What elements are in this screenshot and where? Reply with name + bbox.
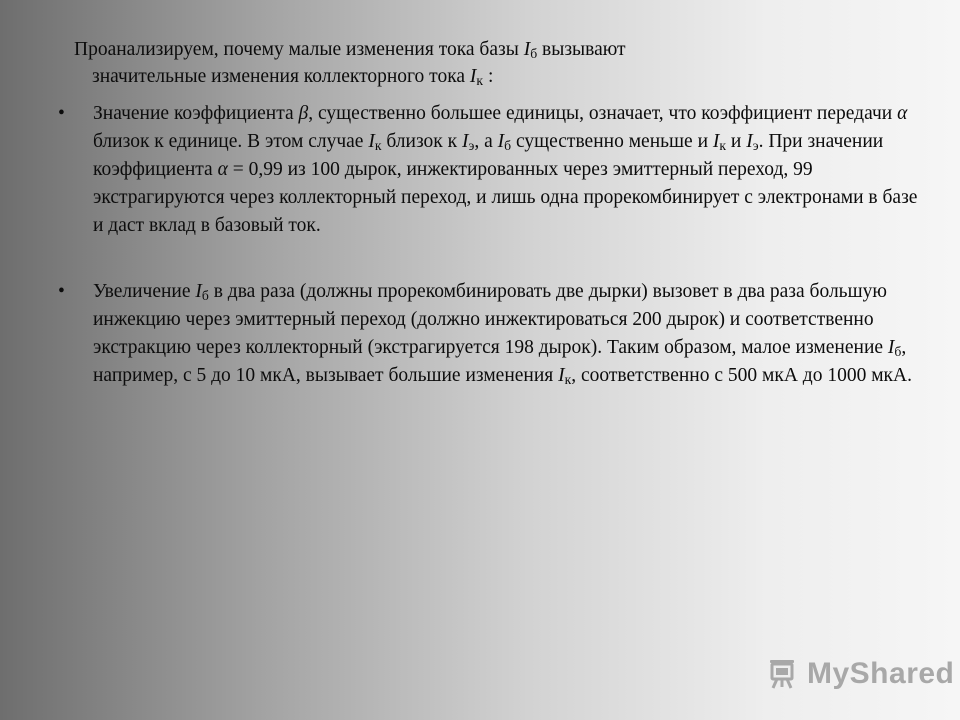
intro-text: : bbox=[483, 66, 494, 87]
bullet-text: , а bbox=[474, 131, 498, 152]
ib-variable: I bbox=[887, 337, 895, 358]
intro-line-2 bbox=[74, 63, 874, 90]
ib-variable: I bbox=[497, 131, 505, 152]
bullet-text: , например, с 5 до 10 мкА, вызывает большие изменения bbox=[93, 337, 907, 386]
ib-subscript: б bbox=[894, 344, 902, 359]
ib-subscript: б bbox=[530, 46, 538, 61]
intro-text: Проанализируем, почему малые изменения тока базы bbox=[74, 39, 524, 60]
bullet-marker: • bbox=[58, 281, 65, 302]
bullet-marker: • bbox=[58, 103, 65, 124]
ik-subscript: к bbox=[719, 138, 727, 153]
ik-variable: I bbox=[368, 131, 375, 152]
alpha-symbol: α bbox=[897, 103, 908, 124]
ib-subscript: б bbox=[504, 138, 512, 153]
bullet-text: и bbox=[726, 131, 747, 152]
ie-subscript: э bbox=[468, 138, 475, 153]
beta-symbol: β bbox=[298, 103, 309, 124]
ik-subscript: к bbox=[476, 73, 484, 88]
intro-text: значительные изменения коллекторного тока bbox=[92, 66, 470, 87]
bullet-text: близок к bbox=[381, 131, 462, 152]
alpha-symbol: α bbox=[217, 159, 228, 180]
myshared-logo[interactable] bbox=[765, 654, 954, 694]
intro-paragraph bbox=[74, 36, 874, 90]
bullet-text: в два раза (должны прорекомбинировать две дырки) вызовет в два раза большую инжекцию через эмиттерный переход (должно инжектироваться 200 дырок) и соответственно экстракцию через коллекторный (экстрагируется 198 дырок). Таким образом, малое изменение bbox=[93, 281, 888, 358]
ik-variable: I bbox=[469, 66, 477, 87]
ik-variable: I bbox=[558, 365, 565, 386]
bullet-text: Увеличение bbox=[93, 281, 196, 302]
ik-variable: I bbox=[712, 131, 720, 152]
bullet-item-increase bbox=[58, 278, 928, 390]
bullet-text: . При значении коэффициента bbox=[93, 131, 884, 180]
ik-subscript: к bbox=[374, 138, 382, 153]
bullet-text: близок к единице. В этом случае bbox=[93, 131, 369, 152]
ie-variable: I bbox=[746, 131, 753, 152]
intro-text: вызывают bbox=[537, 39, 626, 60]
bullet-text: , соответственно с 500 мкА до 1000 мкА. bbox=[571, 365, 912, 386]
bullet-item-beta bbox=[58, 100, 928, 240]
ik-subscript: к bbox=[564, 372, 572, 387]
bullet-text: = 0,99 из 100 дырок, инжектированных через эмиттерный переход, 99 экстрагируются через коллекторный переход, и лишь одна прорекомбинирует с электронами в базе и даст вклад в базовый ток. bbox=[93, 159, 918, 236]
bullet-text: Значение коэффициента bbox=[93, 103, 299, 124]
ie-variable: I bbox=[462, 131, 469, 152]
projector-icon bbox=[765, 657, 799, 691]
logo-text: MyShared bbox=[807, 657, 955, 690]
ie-subscript: э bbox=[752, 138, 759, 153]
bullet-text: существенно меньше и bbox=[511, 131, 713, 152]
bullet-list bbox=[58, 100, 928, 390]
ib-variable: I bbox=[195, 281, 202, 302]
bullet-text: , существенно большее единицы, означает, что коэффициент передачи bbox=[308, 103, 898, 124]
ib-variable: I bbox=[523, 39, 531, 60]
ib-subscript: б bbox=[201, 288, 209, 303]
